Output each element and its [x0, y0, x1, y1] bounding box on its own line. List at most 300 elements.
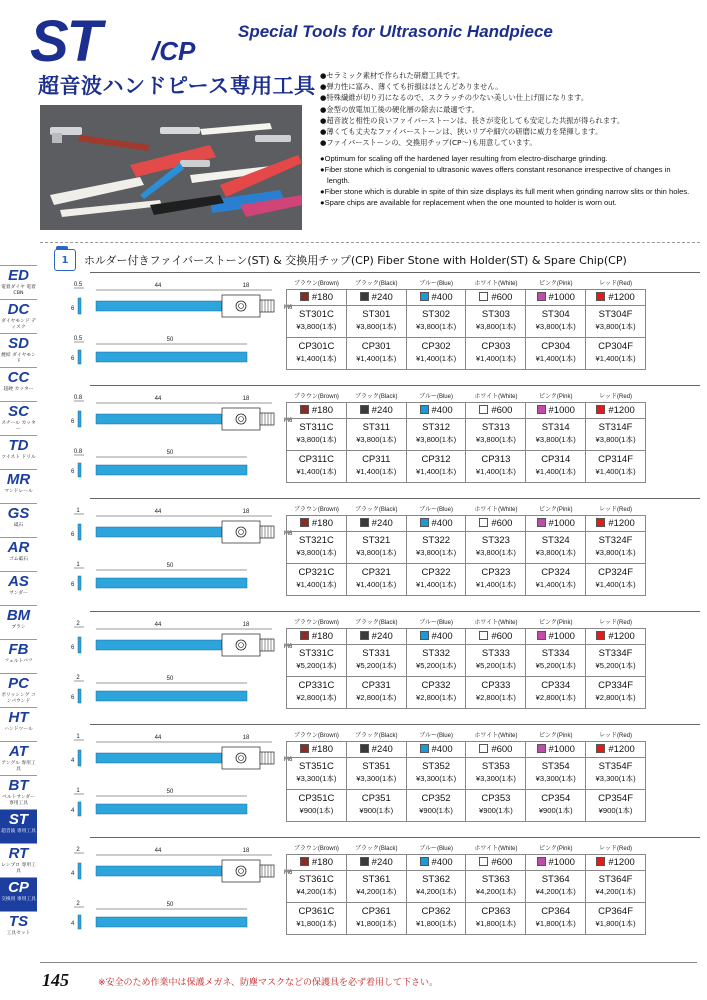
cp-product-code: CP361 [361, 906, 391, 917]
cp-product-code: CP302 [421, 341, 451, 352]
cp-price: ¥900(1本) [538, 806, 573, 815]
sidebar-item-code: FB [8, 641, 29, 658]
grit-label: #180 [311, 517, 333, 529]
sidebar-item-ht[interactable] [0, 707, 37, 741]
color-swatch [479, 518, 488, 527]
st-product-code: ST364F [598, 874, 633, 885]
width-dimension: 4 [71, 871, 75, 877]
grit-cell [287, 854, 347, 870]
color-header: ブラック(Black) [354, 732, 398, 739]
color-header: ブラウン(Brown) [293, 506, 339, 513]
st-product-cell [406, 644, 466, 676]
holder-length-dimension: 44 [154, 622, 162, 628]
sidebar-item-as[interactable] [0, 571, 37, 605]
color-header-row [287, 615, 646, 628]
cp-price: ¥1,400(1本) [416, 580, 457, 589]
st-product-cell [526, 531, 586, 563]
sidebar-item-code: DC [7, 301, 30, 318]
st-price: ¥4,200(1本) [356, 887, 397, 896]
st-price: ¥5,200(1本) [535, 661, 576, 670]
grit-label: #240 [371, 404, 393, 416]
holder-length-dimension: 44 [154, 509, 162, 515]
color-header: ブラウン(Brown) [293, 280, 339, 287]
safety-warning: ※安全のため作業中は保護メガネ、防塵マスクなどの保護具を必ず着用して下さい。 [98, 978, 439, 988]
cp-product-code: CP321 [361, 567, 391, 578]
sidebar-item-label: フェルトバフ [4, 658, 33, 664]
cp-product-cell [526, 337, 586, 369]
sidebar-item-code: ST [8, 811, 29, 828]
sidebar-item-code: HT [8, 709, 29, 726]
cp-product-cell [586, 450, 646, 482]
sidebar-item-cp[interactable] [0, 877, 37, 911]
cp-product-cell [466, 563, 526, 595]
sidebar-item-label: 砥石 [13, 522, 24, 528]
dimension-drawing [70, 837, 320, 951]
grit-label: #400 [431, 630, 453, 642]
color-header: ピンク(Pink) [538, 506, 573, 513]
sidebar-item-ar[interactable] [0, 537, 37, 571]
cp-price: ¥1,800(1本) [356, 919, 397, 928]
cp-product-cell [586, 337, 646, 369]
st-product-cell [406, 305, 466, 337]
sidebar-item-st[interactable] [0, 809, 37, 843]
cp-price: ¥1,800(1本) [475, 919, 516, 928]
color-header: ブラック(Black) [354, 393, 398, 400]
color-swatch [420, 744, 429, 753]
color-swatch [420, 857, 429, 866]
color-swatch [360, 405, 369, 414]
cp-product-cell [287, 450, 347, 482]
st-price: ¥3,800(1本) [296, 548, 337, 557]
cp-code-row [287, 337, 646, 369]
color-swatch [537, 518, 546, 527]
grit-cell [586, 402, 646, 418]
price-table [286, 841, 646, 935]
grit-cell [406, 289, 466, 305]
st-price: ¥3,800(1本) [475, 435, 516, 444]
grit-cell [287, 289, 347, 305]
cp-product-code: CP314F [598, 454, 633, 465]
cp-price: ¥900(1本) [479, 806, 513, 815]
grit-label: #180 [311, 743, 333, 755]
sidebar-item-at[interactable] [0, 741, 37, 775]
grit-cell [346, 741, 406, 757]
width-dimension: 6 [71, 645, 75, 651]
grit-cell [466, 854, 526, 870]
color-swatch [300, 857, 309, 866]
color-swatch [360, 631, 369, 640]
cp-product-cell [346, 902, 406, 934]
sidebar-item-code: AS [8, 573, 29, 590]
chip-thickness-dimension: 2 [76, 675, 80, 681]
sidebar-item-bt[interactable] [0, 775, 37, 809]
st-product-code: ST321C [298, 535, 334, 546]
sidebar-item-label: ポリッシング コンパウンド [1, 692, 36, 704]
grit-row [287, 628, 646, 644]
cp-product-cell [586, 789, 646, 821]
st-product-cell [346, 644, 406, 676]
color-header: ブラック(Black) [354, 280, 398, 287]
grit-cell [346, 854, 406, 870]
st-product-cell [287, 870, 347, 902]
sidebar-item-label: マンドレール [4, 488, 33, 494]
sidebar-item-ts[interactable] [0, 911, 37, 945]
thickness-dimension: 1 [76, 734, 80, 740]
grit-cell [526, 515, 586, 531]
st-product-cell [346, 418, 406, 450]
cp-product-code: CP313 [481, 454, 511, 465]
english-title: Special Tools for Ultrasonic Handpiece [238, 22, 553, 41]
st-product-cell [346, 531, 406, 563]
color-swatch [420, 518, 429, 527]
st-product-cell [526, 870, 586, 902]
cp-product-code: CP331 [361, 680, 391, 691]
st-code-row [287, 531, 646, 563]
product-block [40, 724, 700, 838]
feature-en-line: ●Fiber stone which is congenial to ultrasonic waves offers constant resonance irrespective of changes in length. [320, 165, 671, 186]
grit-label: #600 [491, 404, 513, 416]
sidebar-item-rt[interactable] [0, 843, 37, 877]
st-price: ¥3,800(1本) [416, 322, 457, 331]
st-product-cell [586, 305, 646, 337]
cp-price: ¥900(1本) [598, 806, 633, 815]
st-product-cell [466, 644, 526, 676]
st-price: ¥3,800(1本) [595, 435, 636, 444]
grit-label: #1200 [608, 743, 635, 755]
grit-cell [586, 741, 646, 757]
st-product-code: ST324F [598, 535, 633, 546]
st-product-cell [287, 644, 347, 676]
st-product-code: ST322 [422, 535, 451, 546]
chip-thickness-dimension: 1 [76, 788, 80, 794]
cp-price: ¥1,400(1本) [595, 467, 636, 476]
grit-cell [406, 628, 466, 644]
holder-length-dimension: 44 [154, 735, 162, 741]
st-price: ¥3,300(1本) [416, 774, 457, 783]
color-header: ブラック(Black) [354, 506, 398, 513]
grit-cell [526, 289, 586, 305]
cp-product-cell [526, 676, 586, 708]
grit-cell [287, 628, 347, 644]
st-product-code: ST313 [481, 422, 510, 433]
color-header: ホワイト(White) [474, 393, 518, 400]
color-swatch [420, 405, 429, 414]
chip-thickness-dimension: 2 [76, 901, 80, 907]
grit-label: #180 [311, 856, 333, 868]
cp-product-code: CP301 [361, 341, 391, 352]
grit-label: #240 [371, 743, 393, 755]
grit-cell [526, 402, 586, 418]
st-price: ¥3,300(1本) [595, 774, 636, 783]
thread-length-dimension: 18 [242, 735, 250, 741]
feature-jp-line: ●薄くても丈夫なファイバーストーンは、狭いリブや細穴の研磨に威力を発揮します。 [320, 127, 603, 137]
cp-product-cell [287, 902, 347, 934]
grit-cell [287, 741, 347, 757]
st-product-code: ST301 [362, 309, 391, 320]
sidebar-item-mr[interactable] [0, 469, 37, 503]
cp-code-row [287, 789, 646, 821]
sidebar-item-cc[interactable] [0, 367, 37, 401]
cp-product-cell [466, 676, 526, 708]
color-swatch [360, 744, 369, 753]
sidebar-item-label: ツイスト ドリル [1, 454, 36, 460]
sidebar-item-code: AT [9, 743, 28, 760]
thread-length-dimension: 18 [242, 622, 250, 628]
sidebar-item-fb[interactable] [0, 639, 37, 673]
grit-cell [346, 289, 406, 305]
cp-product-code: CP311 [362, 454, 391, 465]
cp-price: ¥1,400(1本) [296, 580, 337, 589]
logo-st-text: ST [30, 9, 101, 74]
page-number: 145 [42, 970, 69, 990]
cp-product-code: CP364 [541, 906, 571, 917]
st-product-code: ST311 [362, 422, 390, 433]
st-product-code: ST321 [362, 535, 391, 546]
grit-label: #1200 [608, 404, 635, 416]
color-header: レッド(Red) [599, 732, 633, 739]
st-product-cell [586, 870, 646, 902]
cp-product-cell [586, 563, 646, 595]
st-price: ¥3,800(1本) [356, 322, 397, 331]
chip-length-dimension: 50 [166, 789, 174, 795]
sidebar-item-gs[interactable] [0, 503, 37, 537]
grit-label: #180 [311, 404, 333, 416]
color-swatch [596, 405, 605, 414]
st-product-code: ST363 [481, 874, 510, 885]
sidebar-item-code: TD [8, 437, 29, 454]
holder-length-dimension: 44 [154, 283, 162, 289]
japanese-title: 超音波ハンドピース専用工具 [38, 74, 316, 98]
st-product-code: ST353 [481, 761, 510, 772]
st-price: ¥3,800(1本) [296, 322, 337, 331]
thread-size-label: M6 [284, 305, 293, 311]
cp-product-code: CP324F [598, 567, 633, 578]
st-product-code: ST333 [481, 648, 510, 659]
sidebar-item-label: ベルトサンダー 専用工具 [2, 794, 35, 806]
cp-price: ¥1,400(1本) [356, 580, 397, 589]
cp-price: ¥2,800(1本) [535, 693, 576, 702]
chip-length-dimension: 50 [166, 563, 174, 569]
sidebar-item-code: ED [8, 267, 29, 284]
color-header-row [287, 728, 646, 741]
color-swatch [479, 292, 488, 301]
color-swatch [360, 518, 369, 527]
chip-thickness-dimension: 1 [76, 562, 80, 568]
color-header: ピンク(Pink) [538, 845, 573, 852]
color-header: ブルー(Blue) [419, 280, 453, 287]
cp-product-code: CP352 [421, 793, 451, 804]
color-header: レッド(Red) [599, 506, 633, 513]
cp-code-row [287, 450, 646, 482]
logo-cp-text: /CP [152, 36, 196, 66]
sidebar-item-code: CP [8, 879, 29, 896]
width-dimension: 6 [71, 306, 75, 312]
product-photo-illustration [40, 105, 302, 230]
cp-product-cell [466, 789, 526, 821]
st-product-cell [346, 870, 406, 902]
cp-product-cell [586, 676, 646, 708]
sidebar-item-dc[interactable] [0, 299, 37, 333]
grit-row [287, 741, 646, 757]
sidebar-item-sc[interactable] [0, 401, 37, 435]
cp-price: ¥2,800(1本) [416, 693, 457, 702]
st-product-code: ST303 [481, 309, 510, 320]
grit-cell [346, 515, 406, 531]
st-product-cell [406, 757, 466, 789]
cp-price: ¥1,400(1本) [535, 354, 576, 363]
st-product-code: ST323 [481, 535, 510, 546]
price-table [286, 615, 646, 709]
grit-cell [466, 515, 526, 531]
cp-product-code: CP353 [481, 793, 511, 804]
dimension-drawing [70, 498, 320, 612]
st-code-row [287, 644, 646, 676]
grit-cell [526, 741, 586, 757]
cp-product-code: CP312 [421, 454, 451, 465]
st-price: ¥5,200(1本) [356, 661, 397, 670]
product-block [40, 272, 700, 386]
product-block [40, 837, 700, 951]
cp-product-cell [526, 563, 586, 595]
st-price: ¥3,800(1本) [475, 322, 516, 331]
st-price: ¥3,800(1本) [595, 322, 636, 331]
cp-product-code: CP304 [541, 341, 571, 352]
st-price: ¥3,800(1本) [356, 548, 397, 557]
grit-label: #1000 [548, 517, 575, 529]
chip-width-dimension: 4 [71, 921, 75, 927]
cp-product-cell [406, 676, 466, 708]
color-header: ホワイト(White) [474, 619, 518, 626]
color-swatch [300, 405, 309, 414]
st-price: ¥4,200(1本) [416, 887, 457, 896]
holder-length-dimension: 44 [154, 848, 162, 854]
color-header-row [287, 276, 646, 289]
color-header: レッド(Red) [599, 845, 633, 852]
grit-label: #400 [431, 517, 453, 529]
cp-price: ¥1,400(1本) [416, 467, 457, 476]
cp-product-code: CP362 [421, 906, 451, 917]
st-price: ¥4,200(1本) [475, 887, 516, 896]
sidebar-item-pc[interactable] [0, 673, 37, 707]
st-product-code: ST361 [362, 874, 391, 885]
cp-price: ¥900(1本) [419, 806, 453, 815]
color-swatch [300, 744, 309, 753]
sidebar-item-code: SC [8, 403, 29, 420]
grit-label: #400 [431, 856, 453, 868]
st-product-code: ST351C [298, 761, 334, 772]
sidebar-item-sd[interactable] [0, 333, 37, 367]
grit-cell [406, 515, 466, 531]
st-product-code: ST332 [422, 648, 451, 659]
grit-label: #1200 [608, 517, 635, 529]
st-product-code: ST324 [541, 535, 570, 546]
color-header: ピンク(Pink) [538, 393, 573, 400]
cp-price: ¥1,800(1本) [535, 919, 576, 928]
features-english [320, 153, 690, 208]
cp-price: ¥2,800(1本) [595, 693, 636, 702]
price-table [286, 276, 646, 370]
st-product-cell [466, 305, 526, 337]
cp-product-cell [346, 337, 406, 369]
product-block [40, 498, 700, 612]
cp-price: ¥1,400(1本) [475, 354, 516, 363]
chip-length-dimension: 50 [166, 337, 174, 343]
st-price: ¥3,800(1本) [535, 435, 576, 444]
cp-product-code: CP303 [481, 341, 511, 352]
cp-product-code: CP354 [541, 793, 571, 804]
footer-divider [40, 962, 697, 963]
st-price: ¥3,800(1本) [535, 548, 576, 557]
thickness-dimension: 2 [76, 621, 80, 627]
st-price: ¥3,300(1本) [296, 774, 337, 783]
cp-price: ¥2,800(1本) [356, 693, 397, 702]
sidebar-item-td[interactable] [0, 435, 37, 469]
st-code-row [287, 418, 646, 450]
color-swatch [479, 405, 488, 414]
grit-cell [466, 628, 526, 644]
cp-price: ¥900(1本) [299, 806, 334, 815]
color-header: ブルー(Blue) [419, 506, 453, 513]
chip-length-dimension: 50 [166, 902, 174, 908]
color-swatch [300, 518, 309, 527]
st-product-code: ST311C [299, 422, 334, 433]
sidebar-item-label: 交換用 専用工具 [1, 896, 36, 902]
st-product-cell [287, 757, 347, 789]
grit-label: #1200 [608, 291, 635, 303]
color-swatch [596, 292, 605, 301]
st-code-row [287, 305, 646, 337]
sidebar-item-bm[interactable] [0, 605, 37, 639]
cp-product-cell [586, 902, 646, 934]
color-header: ブルー(Blue) [419, 619, 453, 626]
sidebar-item-ed[interactable] [0, 265, 37, 299]
color-header: レッド(Red) [599, 280, 633, 287]
st-product-code: ST314F [598, 422, 633, 433]
dimension-drawing [70, 724, 320, 838]
cp-price: ¥1,400(1本) [296, 354, 337, 363]
cp-product-code: CP323 [481, 567, 511, 578]
st-product-cell [526, 644, 586, 676]
st-product-cell [406, 870, 466, 902]
st-price: ¥3,300(1本) [356, 774, 397, 783]
dimension-drawing [70, 385, 320, 499]
st-product-cell [586, 644, 646, 676]
cp-price: ¥1,400(1本) [535, 580, 576, 589]
st-price: ¥3,800(1本) [475, 548, 516, 557]
chip-width-dimension: 6 [71, 695, 75, 701]
cp-product-cell [287, 337, 347, 369]
color-swatch [360, 857, 369, 866]
thickness-dimension: 1 [76, 508, 80, 514]
sidebar-item-label: ハンドツール [4, 726, 33, 732]
cp-code-row [287, 902, 646, 934]
cp-product-code: CP311C [298, 454, 335, 465]
grit-cell [287, 515, 347, 531]
cp-product-code: CP354F [598, 793, 633, 804]
thickness-dimension: 0.8 [73, 395, 83, 401]
grit-cell [586, 515, 646, 531]
grit-cell [346, 402, 406, 418]
cp-product-code: CP314 [541, 454, 571, 465]
sidebar-item-code: CC [7, 369, 30, 386]
st-price: ¥3,800(1本) [535, 322, 576, 331]
st-product-code: ST362 [422, 874, 451, 885]
grit-cell [466, 741, 526, 757]
st-product-code: ST302 [422, 309, 451, 320]
sidebar-item-code: MR [6, 471, 31, 488]
color-header: ピンク(Pink) [538, 732, 573, 739]
cp-product-code: CP331C [298, 680, 335, 691]
